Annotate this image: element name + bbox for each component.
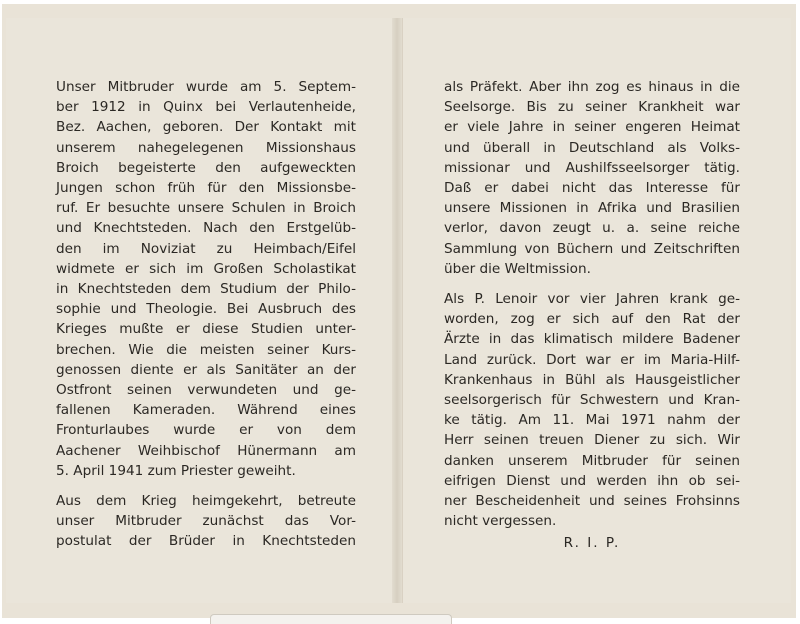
- text-line: ruf. Er besuchte unsere Schulen in Broich: [56, 200, 356, 217]
- text-line: worden, zog er sich auf den Rat der: [444, 311, 740, 328]
- text-line: seelsorgerisch für Schwestern und Kran-: [444, 392, 740, 409]
- text-line: verlor, davon zeugt u. a. seine reiche: [444, 220, 740, 237]
- text-line: unser Mitbruder zunächst das Vor-: [56, 513, 356, 530]
- text-line: Herr seinen treuen Diener zu sich. Wir: [444, 432, 740, 449]
- right-paragraph-1: [444, 77, 740, 279]
- text-line: unserem nahegelegenen Missionshaus: [56, 139, 356, 156]
- rip-closing: R. I. P.: [563, 535, 621, 552]
- text-line: Aus dem Krieg heimgekehrt, betreute: [56, 493, 356, 510]
- text-line: ber 1912 in Quinx bei Verlautenheide,: [56, 99, 356, 116]
- text-line: Sammlung von Büchern und Zeitschriften: [444, 240, 740, 257]
- center-fold: [392, 18, 402, 603]
- left-paragraph-1: [56, 77, 356, 481]
- text-line: Jungen schon früh für den Missionsbe-: [56, 180, 356, 197]
- text-line: danken unserem Mitbruder für seinen: [444, 452, 740, 469]
- paragraph-gap: [444, 279, 740, 289]
- left-column-text: [56, 77, 356, 552]
- text-line: Broich begeisterte den aufgeweckten: [56, 159, 356, 176]
- text-line: Ärzte in das klimatisch mildere Badener: [444, 331, 740, 348]
- right-paragraph-2: [444, 289, 740, 531]
- text-line: Krieges mußte er diese Studien unter-: [56, 321, 356, 338]
- paragraph-gap: [56, 481, 356, 491]
- text-line: postulat der Brüder in Knechtsteden: [56, 533, 356, 550]
- text-line: Krankenhaus in Bühl als Hausgeistlicher: [444, 371, 740, 388]
- text-line: und überall in Deutschland als Volks-: [444, 139, 740, 156]
- text-line: Daß er dabei nicht das Interesse für: [444, 180, 740, 197]
- text-line: und Knechtsteden. Nach den Erstgelüb-: [56, 220, 356, 237]
- text-line: sophie und Theologie. Bei Ausbruch des: [56, 301, 356, 318]
- text-line: Seelsorge. Bis zu seiner Krankheit war: [444, 99, 740, 116]
- left-paragraph-2: [56, 491, 356, 552]
- text-line: in Knechtsteden dem Studium der Philo-: [56, 281, 356, 298]
- text-line: Aachener Weihbischof Hünermann am: [56, 442, 356, 459]
- text-line: Bez. Aachen, geboren. Der Kontakt mit: [56, 119, 356, 136]
- text-line: Unser Mitbruder wurde am 5. Septem-: [56, 79, 356, 95]
- text-line: eifrigen Dienst und werden ihn ob sei-: [444, 472, 740, 489]
- right-column-text: [444, 77, 740, 554]
- text-line: nicht vergessen.: [444, 513, 557, 530]
- text-line: er viele Jahre in seiner engeren Heimat: [444, 119, 740, 136]
- text-line: missionar und Aushilfsseelsorger tätig.: [444, 159, 740, 176]
- text-line: Ostfront seinen verwundeten und ge-: [56, 382, 356, 399]
- text-line: als Präfekt. Aber ihn zog es hinaus in die: [444, 79, 740, 95]
- text-line: Fronturlaubes wurde er von dem: [56, 422, 356, 439]
- text-line: fallenen Kameraden. Während eines: [56, 402, 356, 419]
- text-line: unsere Missionen in Afrika und Brasilien: [444, 200, 740, 217]
- text-line: ner Bescheidenheit und seines Frohsinns: [444, 493, 740, 510]
- text-line: 5. April 1941 zum Priester geweiht.: [56, 462, 296, 479]
- text-line: Als P. Lenoir vor vier Jahren krank ge-: [444, 291, 740, 308]
- text-line: über die Weltmission.: [444, 260, 591, 277]
- text-line: ke tätig. Am 11. Mai 1971 nahm der: [444, 412, 740, 429]
- text-line: brechen. Wie die meisten seiner Kurs-: [56, 341, 356, 358]
- text-line: Land zurück. Dort war er im Maria-Hilf-: [444, 351, 740, 368]
- text-line: widmete er sich im Großen Scholastikat: [56, 260, 356, 277]
- text-line: genossen diente er als Sanitäter an der: [56, 361, 356, 378]
- text-line: den im Noviziat zu Heimbach/Eifel: [56, 240, 356, 257]
